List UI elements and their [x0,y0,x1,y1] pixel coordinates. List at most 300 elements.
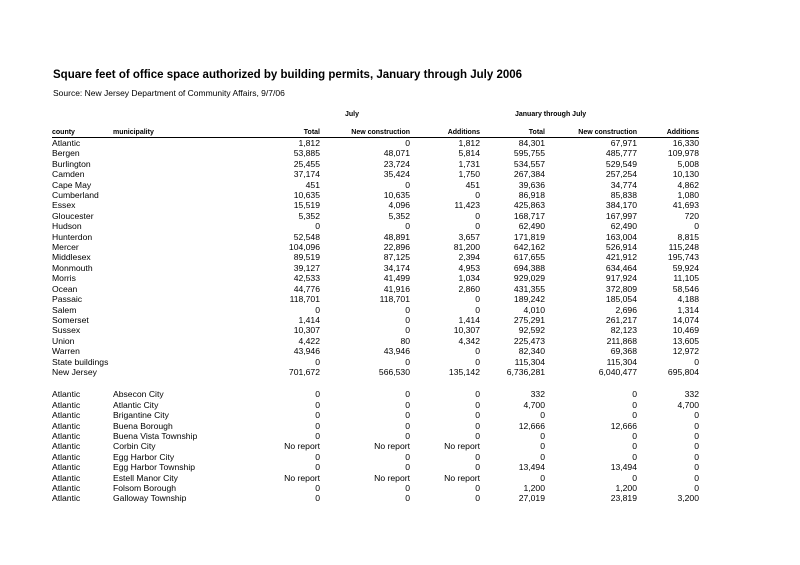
ytd-additions-cell: 41,693 [672,200,699,211]
july-total-cell: 10,307 [293,325,320,336]
county-cell: Atlantic [52,493,81,504]
county-row [52,211,699,221]
municipality-cell [113,294,230,304]
ytd-additions-cell: 11,105 [673,273,699,284]
municipality-cell [113,148,230,158]
county-cell: Middlesex [52,252,91,263]
municipality-cell [113,169,230,179]
ytd-new-construction-cell: 115,304 [606,356,637,367]
county-row [52,169,699,179]
july-new-construction-cell: No report [374,472,410,483]
ytd-new-construction-cell: 526,914 [605,242,637,253]
county-row [52,242,699,252]
municipality-cell [113,180,230,190]
july-additions-cell: 0 [475,190,480,201]
municipality-cell: Brigantine City [113,410,169,421]
county-cell: Monmouth [52,262,93,273]
ytd-total-cell: 617,655 [513,252,545,263]
county-row [52,190,699,200]
county-cell: Burlington [52,158,91,169]
county-cell: Atlantic [52,420,81,431]
county-row [52,346,699,356]
county-row [52,159,699,169]
july-new-construction-cell: 0 [405,389,410,400]
july-total-cell: 39,127 [293,262,320,273]
ytd-additions-cell: 0 [694,430,699,441]
ytd-additions-cell: 1,080 [677,190,699,201]
county-cell: Ocean [52,283,78,294]
county-cell: Salem [52,304,77,315]
ytd-additions-cell: 10,130 [672,169,699,180]
ytd-new-construction-cell: 529,549 [605,158,637,169]
ytd-additions-cell: 115,248 [668,242,699,253]
july-new-construction-cell: 41,916 [383,283,410,294]
july-additions-cell: 0 [475,451,480,462]
county-row [52,336,699,346]
ytd-total-cell: 0 [540,410,545,421]
ytd-additions-cell: 4,188 [677,294,699,305]
july-additions-cell: 2,394 [458,252,480,263]
ytd-total-cell: 0 [540,430,545,441]
ytd-new-construction-cell: 211,868 [606,335,637,346]
july-new-construction-cell: 0 [405,399,410,410]
county-cell: New Jersey [52,366,97,377]
july-total-cell: 53,885 [293,148,320,159]
group-header-ytd: January through July [515,111,587,118]
july-additions-cell: 1,034 [458,273,480,284]
ytd-additions-cell: 0 [694,483,699,493]
county-cell: Sussex [52,325,81,336]
county-cell: Atlantic [52,399,81,410]
ytd-total-cell: 189,242 [513,294,545,305]
ytd-new-construction-cell: 0 [632,399,637,410]
july-total-cell: 5,352 [298,210,320,221]
ytd-new-construction-cell: 261,217 [605,314,637,325]
municipality-cell [113,284,230,294]
july-new-construction-cell: 43,946 [383,346,410,357]
july-new-construction-cell: 0 [405,304,410,315]
july-new-construction-cell: 0 [405,138,410,148]
municipality-cell [113,263,230,273]
municipality-cell: Absecon City [113,389,164,400]
county-row [52,357,699,367]
july-new-construction-cell: 48,891 [383,231,410,242]
county-cell: Atlantic [52,410,81,421]
group-header-july: July [345,111,360,118]
county-row [52,315,699,325]
july-new-construction-cell: 118,701 [379,294,410,305]
july-new-construction-cell: 0 [405,493,410,504]
ytd-additions-cell: 0 [694,410,699,421]
county-cell: Atlantic [52,483,81,493]
municipality-cell [113,242,230,252]
ytd-new-construction-cell: 82,123 [610,325,637,336]
municipality-cell [113,190,230,200]
municipality-row [52,473,699,483]
municipality-cell [113,252,230,262]
municipality-cell [113,232,230,242]
ytd-new-construction-cell: 67,971 [610,138,637,148]
ytd-additions-cell: 0 [694,451,699,462]
ytd-total-cell: 275,291 [513,314,545,325]
ytd-total-cell: 86,918 [518,190,545,201]
ytd-total-cell: 168,717 [513,210,545,221]
municipality-cell [113,159,230,169]
ytd-additions-cell: 0 [694,472,699,483]
ytd-additions-cell: 12,972 [672,346,699,357]
county-cell: Atlantic [52,138,81,148]
july-additions-cell: 0 [475,410,480,421]
col-header-ytd-new-construction: New construction [545,128,637,138]
ytd-additions-cell: 59,924 [672,262,699,273]
ytd-total-cell: 171,819 [513,231,545,242]
july-total-cell: 0 [315,304,320,315]
july-total-cell: 44,776 [293,283,320,294]
july-new-construction-cell: 5,352 [388,210,410,221]
july-additions-cell: 4,953 [458,262,480,273]
ytd-additions-cell: 1,314 [677,304,699,315]
section-spacer [52,377,699,389]
municipality-cell [113,346,230,356]
ytd-new-construction-cell: 163,004 [605,231,637,242]
county-row [52,148,699,158]
municipality-row [52,441,699,451]
ytd-new-construction-cell: 421,912 [605,252,637,263]
ytd-new-construction-cell: 6,040,477 [598,366,637,377]
ytd-new-construction-cell: 62,490 [610,221,637,232]
county-cell: Atlantic [52,441,81,452]
county-cell: Camden [52,169,85,180]
ytd-additions-cell: 16,330 [672,138,699,148]
ytd-total-cell: 82,340 [518,346,545,357]
july-total-cell: 0 [315,410,320,421]
ytd-total-cell: 431,355 [513,283,545,294]
ytd-new-construction-cell: 384,170 [605,200,637,211]
county-row [52,263,699,273]
july-additions-cell: 0 [475,389,480,400]
ytd-new-construction-cell: 0 [632,441,637,452]
ytd-total-cell: 6,736,281 [506,366,545,377]
july-additions-cell: 11,423 [454,200,480,211]
ytd-new-construction-cell: 0 [632,410,637,421]
july-new-construction-cell: 80 [400,335,410,346]
ytd-new-construction-cell: 23,819 [610,493,637,504]
county-cell: Essex [52,200,76,211]
municipality-cell: Corbin City [113,441,156,452]
ytd-total-cell: 39,636 [518,179,545,190]
county-cell: Hudson [52,221,82,232]
col-header-ytd-total: Total [480,128,545,138]
july-additions-cell: 0 [475,221,480,232]
july-additions-cell: 0 [475,493,480,504]
county-row [52,273,699,283]
july-total-cell: No report [284,441,320,452]
municipality-row [52,483,699,493]
ytd-total-cell: 267,384 [513,169,545,180]
july-total-cell: 0 [315,420,320,431]
ytd-additions-cell: 695,804 [667,366,699,377]
july-new-construction-cell: 48,071 [383,148,410,159]
july-additions-cell: No report [444,441,480,452]
municipality-cell: Buena Borough [113,420,173,431]
july-total-cell: 1,414 [298,314,320,325]
july-additions-cell: 135,142 [448,366,480,377]
county-cell: Hunterdon [52,231,93,242]
municipality-cell [113,221,230,231]
county-row [52,325,699,335]
ytd-total-cell: 425,863 [513,200,545,211]
ytd-additions-cell: 195,743 [667,252,699,263]
spacer-cell [52,377,699,389]
july-new-construction-cell: 0 [405,420,410,431]
county-cell: Bergen [52,148,80,159]
ytd-total-cell: 115,304 [514,356,545,367]
county-row [52,180,699,190]
ytd-total-cell: 0 [540,441,545,452]
county-cell: Atlantic [52,389,81,400]
municipality-row [52,431,699,441]
municipality-row [52,389,699,399]
july-total-cell: 0 [315,221,320,232]
july-total-cell: 37,174 [293,169,320,180]
ytd-new-construction-cell: 2,696 [615,304,637,315]
july-additions-cell: 5,814 [458,148,480,159]
july-additions-cell: No report [444,472,480,483]
ytd-total-cell: 642,162 [513,242,545,253]
source-note: Source: New Jersey Department of Community Affairs, 9/7/06 [53,88,285,98]
ytd-total-cell: 12,666 [518,420,545,431]
col-header-july-additions: Additions [410,128,480,138]
ytd-total-cell: 0 [540,472,545,483]
ytd-total-cell: 27,019 [518,493,545,504]
july-total-cell: 0 [315,493,320,504]
july-total-cell: 0 [315,356,320,367]
municipality-row [52,452,699,462]
july-total-cell: 52,548 [293,231,320,242]
july-total-cell: 0 [315,430,320,441]
ytd-additions-cell: 0 [694,221,699,232]
col-header-municipality: municipality [113,128,230,138]
july-total-cell: 25,455 [293,158,320,169]
july-additions-cell: 0 [475,399,480,410]
ytd-total-cell: 225,473 [513,335,545,346]
july-total-cell: 0 [315,451,320,462]
ytd-total-cell: 4,700 [523,399,545,410]
ytd-additions-cell: 13,605 [672,335,699,346]
july-total-cell: 1,812 [298,138,320,148]
july-new-construction-cell: 10,635 [383,190,410,201]
july-new-construction-cell: 0 [405,430,410,441]
county-cell: Mercer [52,242,79,253]
county-cell: Passaic [52,294,83,305]
july-new-construction-cell: 0 [405,410,410,421]
county-cell: Atlantic [52,451,81,462]
july-total-cell: 89,519 [293,252,320,263]
county-row [52,232,699,242]
municipality-cell [113,357,230,367]
july-new-construction-cell: 0 [405,356,410,367]
july-additions-cell: 0 [475,346,480,357]
municipality-cell: Folsom Borough [113,483,177,493]
july-total-cell: 4,422 [298,335,320,346]
july-additions-cell: 0 [475,294,480,305]
ytd-new-construction-cell: 372,809 [605,283,637,294]
ytd-total-cell: 0 [540,451,545,462]
july-additions-cell: 0 [475,483,480,493]
ytd-additions-cell: 5,008 [677,158,699,169]
col-header-july-total: Total [230,128,320,138]
ytd-total-cell: 92,592 [518,325,545,336]
ytd-total-cell: 84,301 [518,138,545,148]
july-new-construction-cell: No report [374,441,410,452]
july-new-construction-cell: 566,530 [378,366,410,377]
ytd-additions-cell: 4,700 [677,399,699,410]
ytd-total-cell: 332 [530,389,545,400]
july-new-construction-cell: 0 [405,179,410,190]
july-total-cell: 0 [315,389,320,400]
county-cell: Gloucester [52,210,94,221]
july-new-construction-cell: 87,125 [383,252,410,263]
july-total-cell: 42,533 [293,273,320,284]
ytd-new-construction-cell: 0 [632,451,637,462]
july-additions-cell: 2,860 [458,283,480,294]
july-additions-cell: 451 [465,179,480,190]
ytd-additions-cell: 0 [694,420,699,431]
ytd-new-construction-cell: 167,997 [605,210,637,221]
ytd-new-construction-cell: 85,838 [610,190,637,201]
county-cell: Warren [52,346,80,357]
ytd-total-cell: 13,494 [518,462,545,473]
ytd-new-construction-cell: 185,054 [605,294,637,305]
municipality-cell [113,200,230,210]
municipality-row [52,493,699,503]
ytd-new-construction-cell: 0 [632,430,637,441]
july-new-construction-cell: 0 [405,314,410,325]
july-total-cell: 118,701 [289,294,320,305]
ytd-new-construction-cell: 485,777 [605,148,637,159]
municipality-cell: Buena Vista Township [113,430,198,441]
county-row [52,294,699,304]
july-total-cell: 104,096 [288,242,320,253]
july-additions-cell: 0 [475,210,480,221]
july-additions-cell: 10,307 [453,325,480,336]
ytd-additions-cell: 332 [684,389,699,400]
july-additions-cell: 0 [475,304,480,315]
july-additions-cell: 3,657 [458,231,480,242]
july-additions-cell: 0 [475,430,480,441]
ytd-total-cell: 62,490 [518,221,545,232]
municipality-cell [113,305,230,315]
july-new-construction-cell: 0 [405,483,410,493]
july-additions-cell: 1,750 [458,169,480,180]
municipality-cell: Estell Manor City [113,472,178,483]
ytd-additions-cell: 0 [694,462,699,473]
july-additions-cell: 1,812 [458,138,480,148]
table-body [52,138,699,504]
county-row [52,367,699,377]
municipality-cell [113,367,230,377]
july-new-construction-cell: 35,424 [383,169,410,180]
column-header-row [52,128,699,138]
ytd-total-cell: 929,029 [513,273,545,284]
july-new-construction-cell: 41,499 [383,273,410,284]
ytd-additions-cell: 10,469 [672,325,699,336]
july-additions-cell: 81,200 [453,242,480,253]
municipality-cell [113,273,230,283]
ytd-new-construction-cell: 12,666 [610,420,637,431]
july-additions-cell: 0 [475,420,480,431]
municipality-cell [113,138,230,149]
municipality-row [52,462,699,472]
county-cell: Atlantic [52,472,81,483]
ytd-new-construction-cell: 34,774 [610,179,637,190]
july-total-cell: 0 [315,483,320,493]
ytd-total-cell: 595,755 [513,148,545,159]
ytd-total-cell: 694,388 [513,262,545,273]
july-additions-cell: 1,414 [458,314,480,325]
col-header-july-new-construction: New construction [320,128,410,138]
july-total-cell: 451 [305,179,320,190]
ytd-additions-cell: 4,862 [677,179,699,190]
ytd-new-construction-cell: 917,924 [605,273,637,284]
municipality-cell: Galloway Township [113,493,187,504]
july-total-cell: No report [284,472,320,483]
july-new-construction-cell: 34,174 [383,262,410,273]
ytd-additions-cell: 0 [694,356,699,367]
july-total-cell: 701,672 [288,366,320,377]
ytd-new-construction-cell: 1,200 [615,483,637,493]
ytd-total-cell: 534,557 [513,158,545,169]
july-new-construction-cell: 4,096 [388,200,410,211]
municipality-cell [113,211,230,221]
municipality-cell [113,336,230,346]
july-additions-cell: 0 [475,356,480,367]
county-row [52,200,699,210]
municipality-cell: Egg Harbor City [113,451,175,462]
july-new-construction-cell: 0 [405,451,410,462]
ytd-additions-cell: 109,978 [667,148,699,159]
july-additions-cell: 4,342 [458,335,480,346]
july-total-cell: 10,635 [293,190,320,201]
county-row [52,284,699,294]
ytd-additions-cell: 58,546 [672,283,699,294]
ytd-new-construction-cell: 0 [632,472,637,483]
ytd-new-construction-cell: 69,368 [610,346,637,357]
county-cell: Somerset [52,314,89,325]
ytd-new-construction-cell: 0 [632,389,637,400]
county-cell: State buildings [52,356,109,367]
july-new-construction-cell: 23,724 [383,158,410,169]
ytd-new-construction-cell: 634,464 [605,262,637,273]
ytd-additions-cell: 14,074 [672,314,699,325]
july-total-cell: 0 [315,399,320,410]
county-cell: Cumberland [52,190,99,201]
july-additions-cell: 1,731 [458,158,480,169]
municipality-cell: Egg Harbor Township [113,462,196,473]
july-new-construction-cell: 0 [405,221,410,232]
municipality-row [52,421,699,431]
july-new-construction-cell: 22,896 [383,242,410,253]
county-row [52,252,699,262]
report-title: Square feet of office space authorized by building permits, January through July 2006 [53,69,523,81]
ytd-total-cell: 4,010 [523,304,545,315]
ytd-total-cell: 1,200 [523,483,545,493]
municipality-cell [113,315,230,325]
county-row [52,221,699,231]
county-row [52,138,699,149]
ytd-additions-cell: 720 [684,210,699,221]
july-total-cell: 15,519 [293,200,320,211]
